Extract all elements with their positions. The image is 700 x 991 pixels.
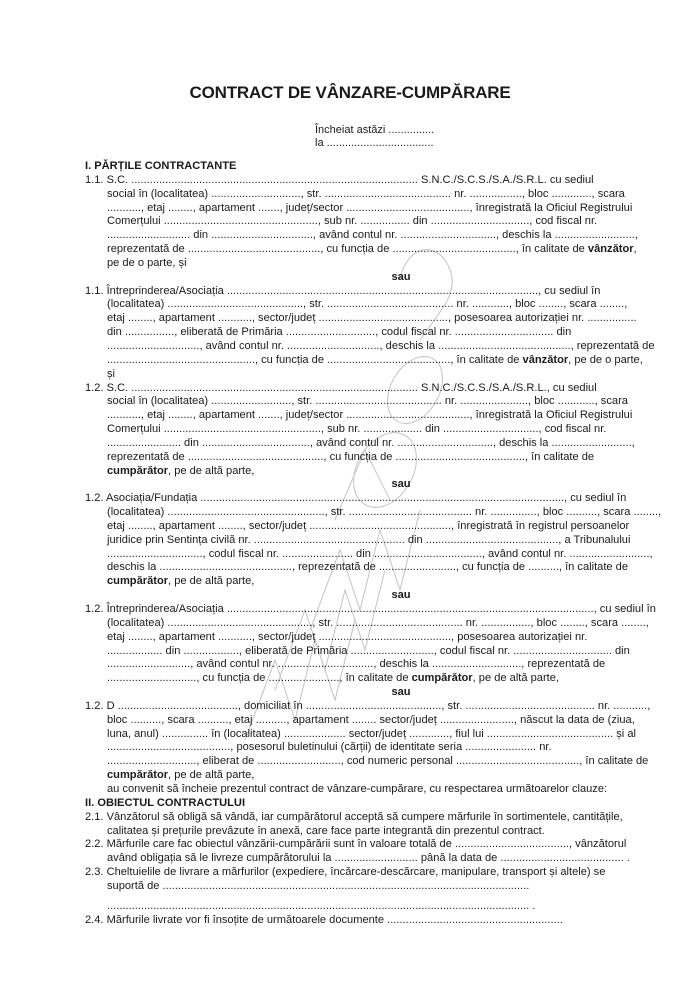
clause-1-2-enterprise-line: etaj ........, apartament ..........., sector/județ ..........................................., posesoarea autorizației nr. bbox=[107, 630, 588, 643]
clause-1-2-person-line bbox=[85, 769, 685, 783]
clause-2-2-line: având obligația să le livreze cumpărătorului la ........................... până la data de ........................................ . bbox=[107, 852, 630, 865]
clause-1-2-person-line: 1.2. D ......................................., domiciliat în ............................................, str. .......................................... nr. ..........., bbox=[85, 699, 651, 712]
clause-1-1-enterprise-line: .............................., având contul nr. .............................., deschis la ..........................................., reprezentată de bbox=[107, 339, 655, 352]
contract-body bbox=[85, 160, 685, 927]
clause-1-2-association-line: ..............................., codul fiscal nr. ....................... din ..................................., având contul nr. .........................., bbox=[107, 547, 653, 560]
text: ............................., cu funcția de ......................., în calitate de bbox=[107, 672, 412, 685]
clause-1-2-sc-line: ........................ din ..................................., având contul nr. ..............................., deschis la .........................., bbox=[107, 436, 635, 449]
clause-1-2-sc-line: 1.2. S.C. ............................................................................................. S.N.C./S.C.S./S.A./S.R.L., cu sediul bbox=[85, 381, 597, 394]
or-label: sau bbox=[391, 270, 411, 283]
agreement-statement: au convenit să încheie prezentul contract de vânzare-cumpărare, cu respectarea următoarelor clauze: bbox=[107, 782, 608, 795]
clause-1-2-association-line: etaj ........, apartament ........, sector/județ .............................................., înregistrată în registrul persoanelor bbox=[107, 519, 630, 532]
clause-2-3-line: ......................................................................................................................................... . bbox=[107, 899, 536, 912]
concluded-date-field: Încheiat astăzi ............... bbox=[315, 124, 435, 136]
seller-role: vânzător bbox=[522, 353, 569, 366]
clause-1-2-person-line: ........................................, posesorul buletinului (cărții) de identitate seria ....................... nr. bbox=[107, 741, 552, 754]
clause-1-2-association-line: (localitatea) ..................................................., str. ........................................ nr. ..............., bloc .........., scara ........, bbox=[107, 506, 662, 519]
clause-1-1-sc-line: reprezentată de ..........................................., cu funcția de ........................................, în calitate de vânzător, bbox=[107, 243, 637, 256]
concluded-block bbox=[315, 124, 434, 150]
clause-1-1-sc-line: social în (localitatea) ............................., str. ......................................... nr. ................., bloc ............., scara bbox=[107, 187, 625, 200]
clause-1-2-sc-line: ..........., etaj ........, apartament ......., județ/sector ........................................, înregistrată la Oficiul Registrului bbox=[107, 409, 633, 422]
clause-1-1-sc-line: pe de o parte, și bbox=[107, 256, 187, 269]
clause-1-2-association-line: juridice prin Sentința civilă nr. ................................................. din ..........................................., a Tribunalului bbox=[107, 533, 631, 546]
text: , pe de altă parte, bbox=[168, 769, 255, 782]
clause-1-2-association-line bbox=[85, 575, 685, 589]
clause-2-4-line: 2.4. Mărfurile livrate vor fi însoțite de următoarele documente ......................................................... bbox=[85, 913, 563, 926]
clause-1-2-sc-line: reprezentată de ............................................, cu funcția de .........................................., în calitate de bbox=[107, 450, 595, 463]
clause-1-1-sc-line: ........................... din ................................., având contul nr. ..............................., deschis la .........................., bbox=[107, 229, 638, 242]
clause-1-1-enterprise-line bbox=[85, 354, 685, 368]
buyer-role: cumpărător bbox=[411, 672, 473, 685]
text: , pe de altă parte, bbox=[472, 672, 559, 685]
clause-1-1-sc-line: Comerțului .................................................., sub nr. ................ din ................................, cod fiscal nr. bbox=[107, 215, 598, 228]
clause-1-1-enterprise-line: din ................, eliberată de Primăria ............................., codul fiscal nr. ................................ din bbox=[107, 326, 572, 339]
section-heading-object: II. OBIECTUL CONTRACTULUI bbox=[85, 796, 246, 809]
buyer-role: cumpărător bbox=[107, 769, 169, 782]
or-label: sau bbox=[391, 686, 411, 699]
clause-2-3-line: 2.3. Cheltuielile de livrare a mărfurilor (expediere, încărcare-descărcare, manipulare, transport și altele) se bbox=[85, 866, 606, 879]
clause-1-2-association-line: 1.2. Asociația/Fundația ......................................................................................................................, cu sediul în bbox=[85, 492, 627, 505]
text: reprezentată de ..........................................., cu funcția de ........................................, în calitate de bbox=[107, 243, 588, 256]
text: , pe de o parte, bbox=[568, 353, 643, 366]
clause-2-2-line: 2.2. Mărfurile care fac obiectul vânzării-cumpărării sunt în valoare totală de ....................................., vânzătorul bbox=[85, 838, 627, 851]
buyer-role: cumpărător bbox=[107, 464, 169, 477]
or-separator bbox=[85, 686, 685, 700]
clause-1-2-person-line: luna, anul) ............... în (localitatea) .................... sector/județ ............., fiul lui ......................................... și al bbox=[107, 727, 636, 740]
clause-1-2-enterprise-line: 1.2. Întreprinderea/Asociația ......................................................................................................................., cu sediul în bbox=[85, 603, 656, 615]
clause-1-2-enterprise-line: ..........................., având contul nr. ..............................., deschis la ............................., reprezentată de bbox=[107, 658, 606, 671]
text: ................................................, cu funcția de ........................................, în calitate de bbox=[107, 353, 523, 366]
clause-1-2-enterprise-line: (localitatea) ..............................................., str. ......................................... nr. ................, bloc ........, scara ........, bbox=[107, 616, 649, 629]
or-separator bbox=[85, 478, 685, 492]
clause-1-1-enterprise-line: (localitatea) ............................................, str. ......................................... nr. ............, bloc ........, scara ........, bbox=[107, 298, 628, 311]
clause-1-1-enterprise-line: etaj ........, apartament ..........., sector/județ .........................................., posesoarea autorizației nr. ................ bbox=[107, 312, 637, 325]
text: , pe de altă parte, bbox=[168, 575, 255, 588]
clause-2-3-line: suportă de ....................................................................................................................... bbox=[107, 879, 530, 892]
or-separator bbox=[85, 271, 685, 285]
section-heading-parties: I. PĂRȚILE CONTRACTANTE bbox=[85, 160, 237, 172]
text: , pe de altă parte, bbox=[168, 464, 255, 477]
clause-1-2-enterprise-line: .................. din .................., eliberată de Primăria ..........................., codul fiscal nr. ................................ din bbox=[107, 644, 630, 657]
buyer-role: cumpărător bbox=[107, 575, 169, 588]
clause-1-2-sc-line: Comerțului ..................................................., sub nr. ................... din ..............................., cod fiscal nr. bbox=[107, 423, 607, 436]
clause-1-1-sc-line: 1.1. S.C. ............................................................................................. S.N.C./S.C.S./S.A./S.R.L. cu sediul bbox=[85, 173, 594, 186]
clause-1-2-sc-line: social în (localitatea) .........................., str. ......................................... nr. ......................, bloc ............, scara bbox=[107, 395, 628, 408]
clause-1-2-enterprise-line bbox=[85, 672, 685, 686]
page-title: CONTRACT DE VÂNZARE-CUMPĂRARE bbox=[189, 83, 511, 102]
clause-1-2-association-line: deschis la ..........................................., reprezentată de ........................., cu funcția de .........., în calitate de bbox=[107, 561, 629, 574]
or-label: sau bbox=[391, 589, 411, 602]
clause-2-1-line: calitatea și prețurile prevăzute în anexă, care face parte integrantă din prezentul contract. bbox=[107, 824, 545, 837]
clause-1-2-sc-line bbox=[85, 465, 685, 479]
or-separator bbox=[85, 589, 685, 603]
clause-1-2-person-line: bloc .........., scara .........., etaj .........., apartament ........ sector/județ ........................, născut la data de (ziua, bbox=[107, 713, 635, 726]
or-label: sau bbox=[391, 478, 411, 491]
concluded-place-field: la ................................... bbox=[315, 137, 434, 149]
clause-1-2-person-line: ............................., eliberat de ..........................., cod numeric personal ........................................, în calitate de bbox=[107, 755, 649, 768]
clause-2-1-line: 2.1. Vânzătorul să obligă să vândă, iar cumpărătorul acceptă să cumpere mărfurile în sortimentele, cantitățile, bbox=[85, 810, 623, 823]
clause-1-1-enterprise-line: și bbox=[107, 367, 116, 380]
clause-1-1-sc-line: ..........., etaj ........, apartament ......., județ/sector ........................................, înregistrată la Oficiul Registrului bbox=[107, 201, 633, 214]
clause-1-1-enterprise-line: 1.1. Întreprinderea/Asociația ....................................................................................................., cu sediul în bbox=[85, 284, 601, 297]
seller-role: vânzător bbox=[587, 243, 634, 256]
